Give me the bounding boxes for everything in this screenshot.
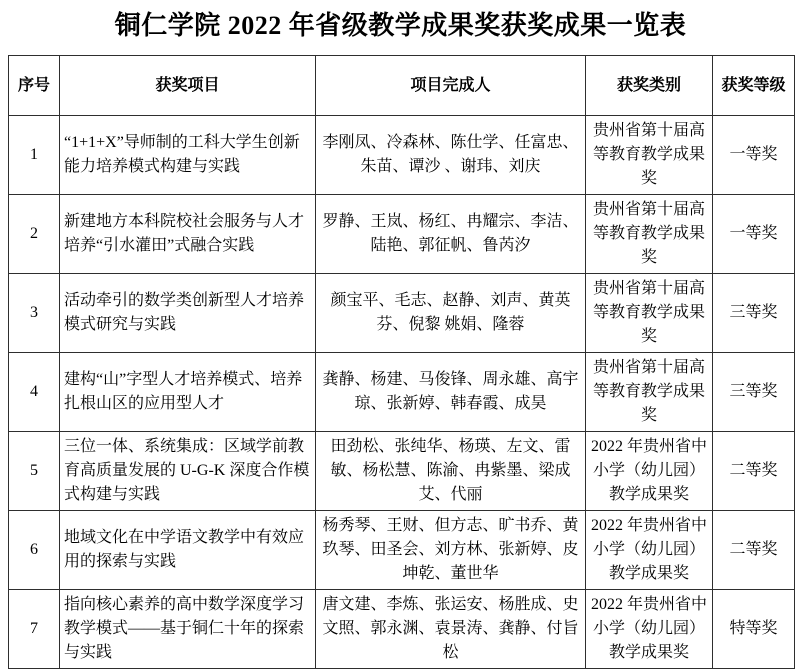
project-name: 活动牵引的数学类创新型人才培养模式研究与实践 bbox=[60, 274, 316, 353]
award-category: 2022 年贵州省中小学（幼儿园）教学成果奖 bbox=[586, 511, 713, 590]
table-row bbox=[9, 195, 795, 274]
project-name: 指向核心素养的高中数学深度学习教学模式——基于铜仁十年的探索与实践 bbox=[60, 590, 316, 669]
award-level: 二等奖 bbox=[713, 511, 795, 590]
row-number: 1 bbox=[9, 116, 60, 195]
column-header-project: 获奖项目 bbox=[60, 56, 316, 116]
project-completers: 颜宝平、毛志、赵静、刘声、黄英芬、倪黎 姚娟、隆蓉 bbox=[316, 274, 586, 353]
page-title: 铜仁学院 2022 年省级教学成果奖获奖成果一览表 bbox=[114, 11, 687, 40]
table-row bbox=[9, 432, 795, 511]
column-header-completers: 项目完成人 bbox=[316, 56, 586, 116]
award-level: 特等奖 bbox=[713, 590, 795, 669]
project-completers: 田劲松、张纯华、杨瑛、左文、雷敏、杨松慧、陈渝、冉紫墨、梁成艾、代丽 bbox=[316, 432, 586, 511]
table-row bbox=[9, 511, 795, 590]
project-completers: 唐文建、李炼、张运安、杨胜成、史文照、郭永渊、袁景涛、龚静、付旨松 bbox=[316, 590, 586, 669]
award-category: 贵州省第十届高等教育教学成果奖 bbox=[586, 353, 713, 432]
award-category: 贵州省第十届高等教育教学成果奖 bbox=[586, 195, 713, 274]
awards-table bbox=[8, 55, 795, 669]
column-header-no: 序号 bbox=[9, 56, 60, 116]
award-level: 三等奖 bbox=[713, 274, 795, 353]
table-row bbox=[9, 274, 795, 353]
row-number: 2 bbox=[9, 195, 60, 274]
award-category: 2022 年贵州省中小学（幼儿园）教学成果奖 bbox=[586, 432, 713, 511]
project-name: 建构“山”字型人才培养模式、培养扎根山区的应用型人才 bbox=[60, 353, 316, 432]
project-name: 新建地方本科院校社会服务与人才培养“引水灌田”式融合实践 bbox=[60, 195, 316, 274]
column-header-level: 获奖等级 bbox=[713, 56, 795, 116]
table-row bbox=[9, 116, 795, 195]
project-completers: 杨秀琴、王财、但方志、旷书乔、黄玖琴、田圣会、刘方林、张新婷、皮坤乾、董世华 bbox=[316, 511, 586, 590]
project-completers: 李刚凤、冷森林、陈仕学、任富忠、朱苗、谭沙 、谢玮、刘庆 bbox=[316, 116, 586, 195]
project-completers: 龚静、杨建、马俊锋、周永雄、高宇琼、张新婷、韩春霞、成昊 bbox=[316, 353, 586, 432]
table-row bbox=[9, 590, 795, 669]
award-level: 三等奖 bbox=[713, 353, 795, 432]
project-name: 三位一体、系统集成：区域学前教育高质量发展的 U-G-K 深度合作模式构建与实践 bbox=[60, 432, 316, 511]
project-name: 地域文化在中学语文教学中有效应用的探索与实践 bbox=[60, 511, 316, 590]
award-level: 二等奖 bbox=[713, 432, 795, 511]
award-level: 一等奖 bbox=[713, 116, 795, 195]
column-header-category: 获奖类别 bbox=[586, 56, 713, 116]
row-number: 3 bbox=[9, 274, 60, 353]
award-category: 贵州省第十届高等教育教学成果奖 bbox=[586, 274, 713, 353]
project-completers: 罗静、王岚、杨红、冉耀宗、李洁、陆艳、郭征帆、鲁芮汐 bbox=[316, 195, 586, 274]
award-category: 贵州省第十届高等教育教学成果奖 bbox=[586, 116, 713, 195]
project-name: “1+1+X”导师制的工科大学生创新能力培养模式构建与实践 bbox=[60, 116, 316, 195]
row-number: 5 bbox=[9, 432, 60, 511]
header-row bbox=[9, 56, 795, 116]
award-category: 2022 年贵州省中小学（幼儿园）教学成果奖 bbox=[586, 590, 713, 669]
award-level: 一等奖 bbox=[713, 195, 795, 274]
table-row bbox=[9, 353, 795, 432]
row-number: 4 bbox=[9, 353, 60, 432]
row-number: 7 bbox=[9, 590, 60, 669]
row-number: 6 bbox=[9, 511, 60, 590]
